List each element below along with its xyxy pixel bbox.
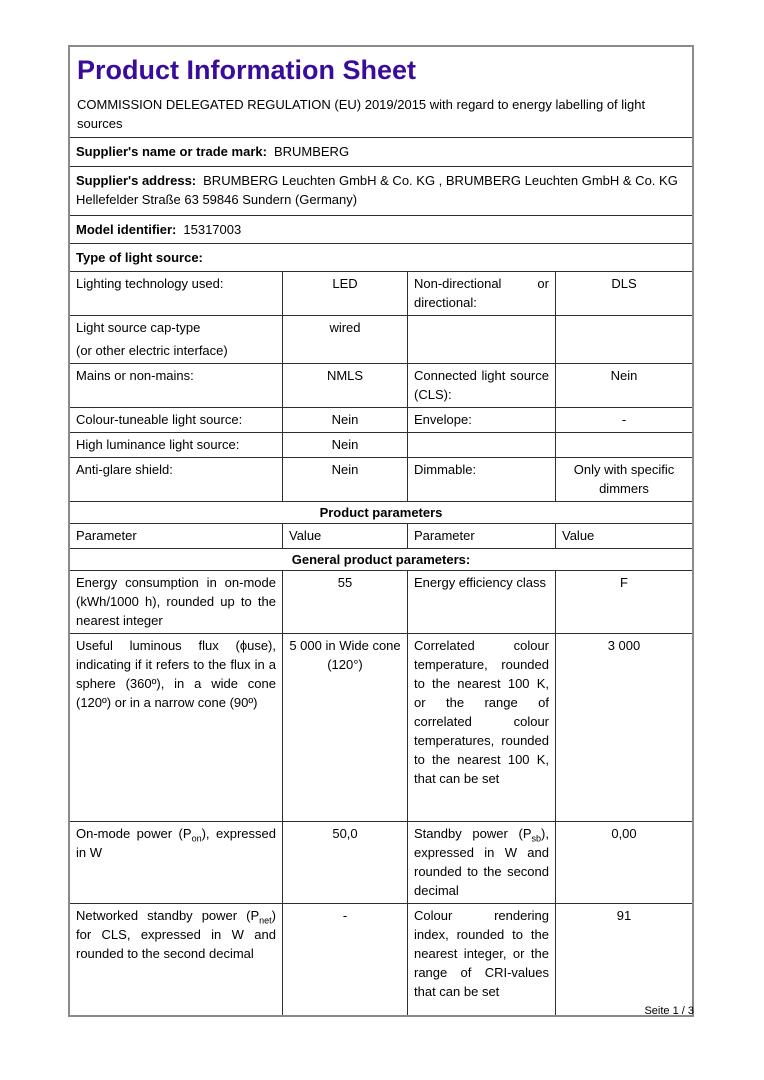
param-value — [555, 316, 692, 363]
param-label: High luminance light source: — [76, 437, 240, 452]
table-row-mains — [70, 363, 692, 407]
param-label: Dimmable: — [407, 458, 555, 501]
param-value: Nein — [282, 408, 407, 432]
supplier-name-value: BRUMBERG — [273, 144, 350, 159]
param-label: Colour-tuneable light source: — [76, 412, 243, 427]
supplier-address-value: BRUMBERG Leuchten GmbH & Co. KG , BRUMBERG Leuchten GmbH & Co. KG Hellefelder Straße 63 59846 Sundern (Germany) — [76, 173, 678, 207]
subscript: net — [259, 915, 272, 926]
param-value: 50,0 — [282, 822, 407, 903]
cap-type-line1: Light source cap-type — [76, 320, 201, 335]
param-value: wired — [282, 316, 407, 363]
param-label — [70, 904, 282, 1015]
param-value: LED — [282, 272, 407, 315]
subscript: sb — [531, 833, 542, 844]
supplier-name-row — [70, 137, 692, 166]
param-label: Colour rendering index, rounded to the nearest integer, or the range of CRI-values that can be set — [407, 904, 555, 1015]
param-label: Useful luminous flux (ϕuse), indicating if it refers to the flux in a sphere (360º), in a wide cone (120º) or in a narrow cone (90º) — [76, 638, 276, 710]
label-text: Networked standby power (P — [76, 908, 260, 923]
label-text: ), expressed in W and rounded to the second decimal — [414, 826, 549, 898]
param-label: Correlated colour temperature, rounded to the nearest 100 K, or the range of correlated colour temperatures, rounded to the nearest 100 K, that can be set — [407, 634, 555, 821]
section-header-product-parameters: Product parameters — [70, 501, 692, 523]
param-label: Energy efficiency class — [407, 571, 555, 633]
column-header-value: Value — [282, 524, 407, 548]
param-value: 55 — [282, 571, 407, 633]
param-value: Nein — [555, 364, 692, 407]
label-text: ), expressed in W — [76, 826, 276, 860]
param-label: Energy consumption in on-mode (kWh/1000 h), rounded up to the nearest integer — [76, 575, 276, 628]
label-text: ) for CLS, expressed in W and rounded to the second decimal — [76, 908, 276, 961]
param-value: 91 — [555, 904, 692, 1015]
supplier-address-label: Supplier's address: — [76, 173, 197, 188]
page-title: Product Information Sheet — [77, 55, 417, 85]
label-text: Standby power (P — [414, 826, 532, 841]
table-row-on-mode-power — [70, 821, 692, 903]
table-row-colour-tuneable — [70, 407, 692, 432]
param-label: Lighting technology used: — [76, 276, 224, 291]
param-label — [407, 316, 555, 363]
param-label — [407, 822, 555, 903]
param-value: Only with specific dimmers — [555, 458, 692, 501]
param-label: Non-directional or directional: — [407, 272, 555, 315]
subscript: on — [191, 833, 202, 844]
product-information-sheet — [68, 45, 694, 1017]
table-row-cap-type — [70, 315, 692, 363]
param-label: Mains or non-mains: — [76, 368, 194, 383]
param-value: 0,00 — [555, 822, 692, 903]
column-header-value: Value — [555, 524, 692, 548]
param-label — [407, 433, 555, 457]
param-value: - — [282, 904, 407, 1015]
type-of-light-source-row — [70, 243, 692, 271]
model-identifier-row — [70, 215, 692, 243]
model-identifier-label: Model identifier: — [76, 222, 177, 237]
param-label: Envelope: — [407, 408, 555, 432]
label-text: On-mode power (P — [76, 826, 192, 841]
param-value: 3 000 — [555, 634, 692, 821]
table-row-high-luminance — [70, 432, 692, 457]
table-header-row — [70, 523, 692, 548]
param-value — [555, 433, 692, 457]
regulation-subtitle: COMMISSION DELEGATED REGULATION (EU) 2019/2015 with regard to energy labelling of light sources — [77, 97, 646, 131]
param-value: 5 000 in Wide cone (120°) — [282, 634, 407, 821]
page-number: Seite 1 / 3 — [644, 1005, 694, 1017]
param-value: F — [555, 571, 692, 633]
param-value: Nein — [282, 458, 407, 501]
table-row-networked-standby — [70, 903, 692, 1015]
supplier-name-label: Supplier's name or trade mark: — [76, 144, 267, 159]
param-value: DLS — [555, 272, 692, 315]
param-value: NMLS — [282, 364, 407, 407]
section-header-general-parameters: General product parameters: — [70, 548, 692, 570]
param-value: - — [555, 408, 692, 432]
table-row-energy-consumption — [70, 570, 692, 633]
param-label — [70, 822, 282, 903]
param-label — [70, 316, 282, 363]
param-label: Connected light source (CLS): — [407, 364, 555, 407]
cap-type-line2: (or other electric interface) — [76, 343, 228, 358]
table-row-luminous-flux — [70, 633, 692, 821]
param-label: Anti-glare shield: — [76, 462, 173, 477]
param-value: Nein — [282, 433, 407, 457]
table-row-lighting-technology — [70, 271, 692, 315]
title-block — [70, 47, 692, 137]
supplier-address-row — [70, 166, 692, 215]
type-of-light-source-label: Type of light source: — [76, 250, 203, 265]
column-header-parameter: Parameter — [76, 528, 137, 543]
column-header-parameter: Parameter — [407, 524, 555, 548]
model-identifier-value: 15317003 — [183, 222, 242, 237]
table-row-anti-glare — [70, 457, 692, 501]
